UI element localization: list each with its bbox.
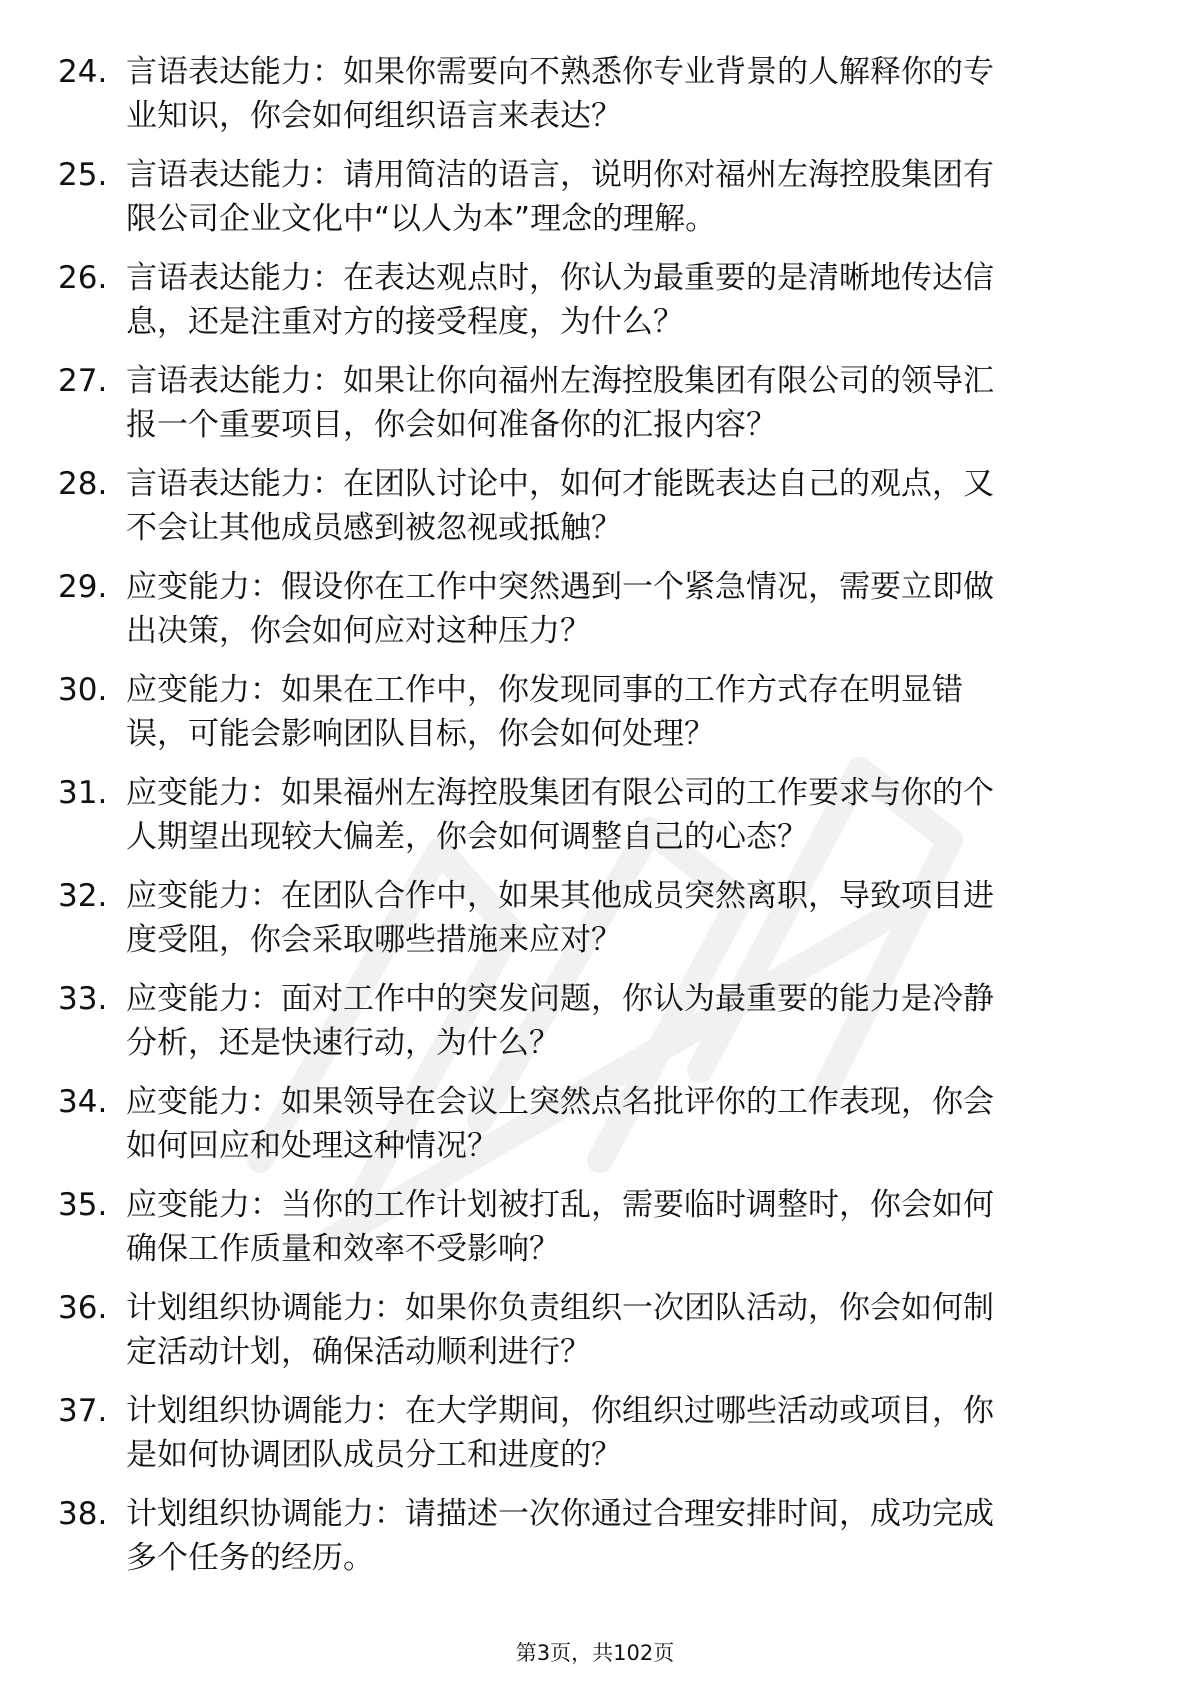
- question-line: 言语表达能力：请用简洁的语言，说明你对福州左海控股集团有: [126, 157, 994, 193]
- question-text: [126, 256, 1116, 344]
- question-text: [126, 462, 1116, 550]
- page-footer: [0, 1638, 1190, 1668]
- question-item: [0, 565, 1190, 669]
- question-number: 31.: [58, 775, 108, 811]
- question-text: [126, 565, 1116, 653]
- question-text: [126, 874, 1116, 962]
- question-number: 24.: [58, 54, 108, 90]
- question-item: [0, 50, 1190, 154]
- question-item: [0, 668, 1190, 772]
- question-number: 34.: [58, 1084, 108, 1120]
- question-text: [126, 1286, 1116, 1374]
- question-line: 定活动计划，确保活动顺利进行？: [126, 1334, 591, 1370]
- question-line: 言语表达能力：在团队讨论中，如何才能既表达自己的观点，又: [126, 466, 994, 502]
- question-line: 确保工作质量和效率不受影响？: [126, 1231, 560, 1267]
- question-item: [0, 359, 1190, 463]
- question-line: 不会让其他成员感到被忽视或抵触？: [126, 510, 622, 546]
- question-item: [0, 1080, 1190, 1184]
- question-number: 30.: [58, 672, 108, 708]
- question-item: [0, 1389, 1190, 1493]
- question-item: [0, 1286, 1190, 1390]
- question-text: [126, 1389, 1116, 1477]
- question-number: 33.: [58, 981, 108, 1017]
- question-line: 误，可能会影响团队目标，你会如何处理？: [126, 716, 715, 752]
- question-line: 出决策，你会如何应对这种压力？: [126, 613, 591, 649]
- question-line: 分析，还是快速行动，为什么？: [126, 1025, 560, 1061]
- question-line: 多个任务的经历。: [126, 1540, 374, 1576]
- question-line: 报一个重要项目，你会如何准备你的汇报内容？: [126, 407, 777, 443]
- question-text: [126, 50, 1116, 138]
- question-number: 28.: [58, 466, 108, 502]
- question-line: 限公司企业文化中“以人为本”理念的理解。: [126, 201, 717, 237]
- question-number: 29.: [58, 569, 108, 605]
- question-line: 应变能力：面对工作中的突发问题，你认为最重要的能力是冷静: [126, 981, 994, 1017]
- question-number: 38.: [58, 1496, 108, 1532]
- question-text: [126, 359, 1116, 447]
- question-line: 人期望出现较大偏差，你会如何调整自己的心态？: [126, 819, 808, 855]
- question-item: [0, 256, 1190, 360]
- question-text: [126, 1492, 1116, 1580]
- question-line: 应变能力：如果福州左海控股集团有限公司的工作要求与你的个: [126, 775, 994, 811]
- question-line: 应变能力：当你的工作计划被打乱，需要临时调整时，你会如何: [126, 1187, 994, 1223]
- question-text: [126, 153, 1116, 241]
- question-number: 32.: [58, 878, 108, 914]
- question-line: 计划组织协调能力：如果你负责组织一次团队活动，你会如何制: [126, 1290, 994, 1326]
- question-text: [126, 977, 1116, 1065]
- question-line: 言语表达能力：在表达观点时，你认为最重要的是清晰地传达信: [126, 260, 994, 296]
- question-line: 应变能力：如果领导在会议上突然点名批评你的工作表现，你会: [126, 1084, 994, 1120]
- question-item: [0, 1492, 1190, 1596]
- question-number: 37.: [58, 1393, 108, 1429]
- question-number: 26.: [58, 260, 108, 296]
- question-line: 应变能力：假设你在工作中突然遇到一个紧急情况，需要立即做: [126, 569, 994, 605]
- question-line: 应变能力：如果在工作中，你发现同事的工作方式存在明显错: [126, 672, 963, 708]
- question-text: [126, 771, 1116, 859]
- question-line: 应变能力：在团队合作中，如果其他成员突然离职，导致项目进: [126, 878, 994, 914]
- question-line: 言语表达能力：如果让你向福州左海控股集团有限公司的领导汇: [126, 363, 994, 399]
- question-number: 27.: [58, 363, 108, 399]
- question-line: 是如何协调团队成员分工和进度的？: [126, 1437, 622, 1473]
- question-item: [0, 771, 1190, 875]
- question-line: 度受阻，你会采取哪些措施来应对？: [126, 922, 622, 958]
- question-line: 息，还是注重对方的接受程度，为什么？: [126, 304, 684, 340]
- question-text: [126, 668, 1116, 756]
- question-line: 计划组织协调能力：请描述一次你通过合理安排时间，成功完成: [126, 1496, 994, 1532]
- question-number: 25.: [58, 157, 108, 193]
- question-item: [0, 874, 1190, 978]
- question-line: 言语表达能力：如果你需要向不熟悉你专业背景的人解释你的专: [126, 54, 994, 90]
- question-number: 36.: [58, 1290, 108, 1326]
- question-item: [0, 1183, 1190, 1287]
- page-number-label: 第3页，共102页: [515, 1641, 675, 1665]
- question-item: [0, 153, 1190, 257]
- question-text: [126, 1080, 1116, 1168]
- question-number: 35.: [58, 1187, 108, 1223]
- question-item: [0, 462, 1190, 566]
- question-line: 计划组织协调能力：在大学期间，你组织过哪些活动或项目，你: [126, 1393, 994, 1429]
- question-line: 如何回应和处理这种情况？: [126, 1128, 498, 1164]
- question-text: [126, 1183, 1116, 1271]
- question-line: 业知识，你会如何组织语言来表达？: [126, 98, 622, 134]
- question-item: [0, 977, 1190, 1081]
